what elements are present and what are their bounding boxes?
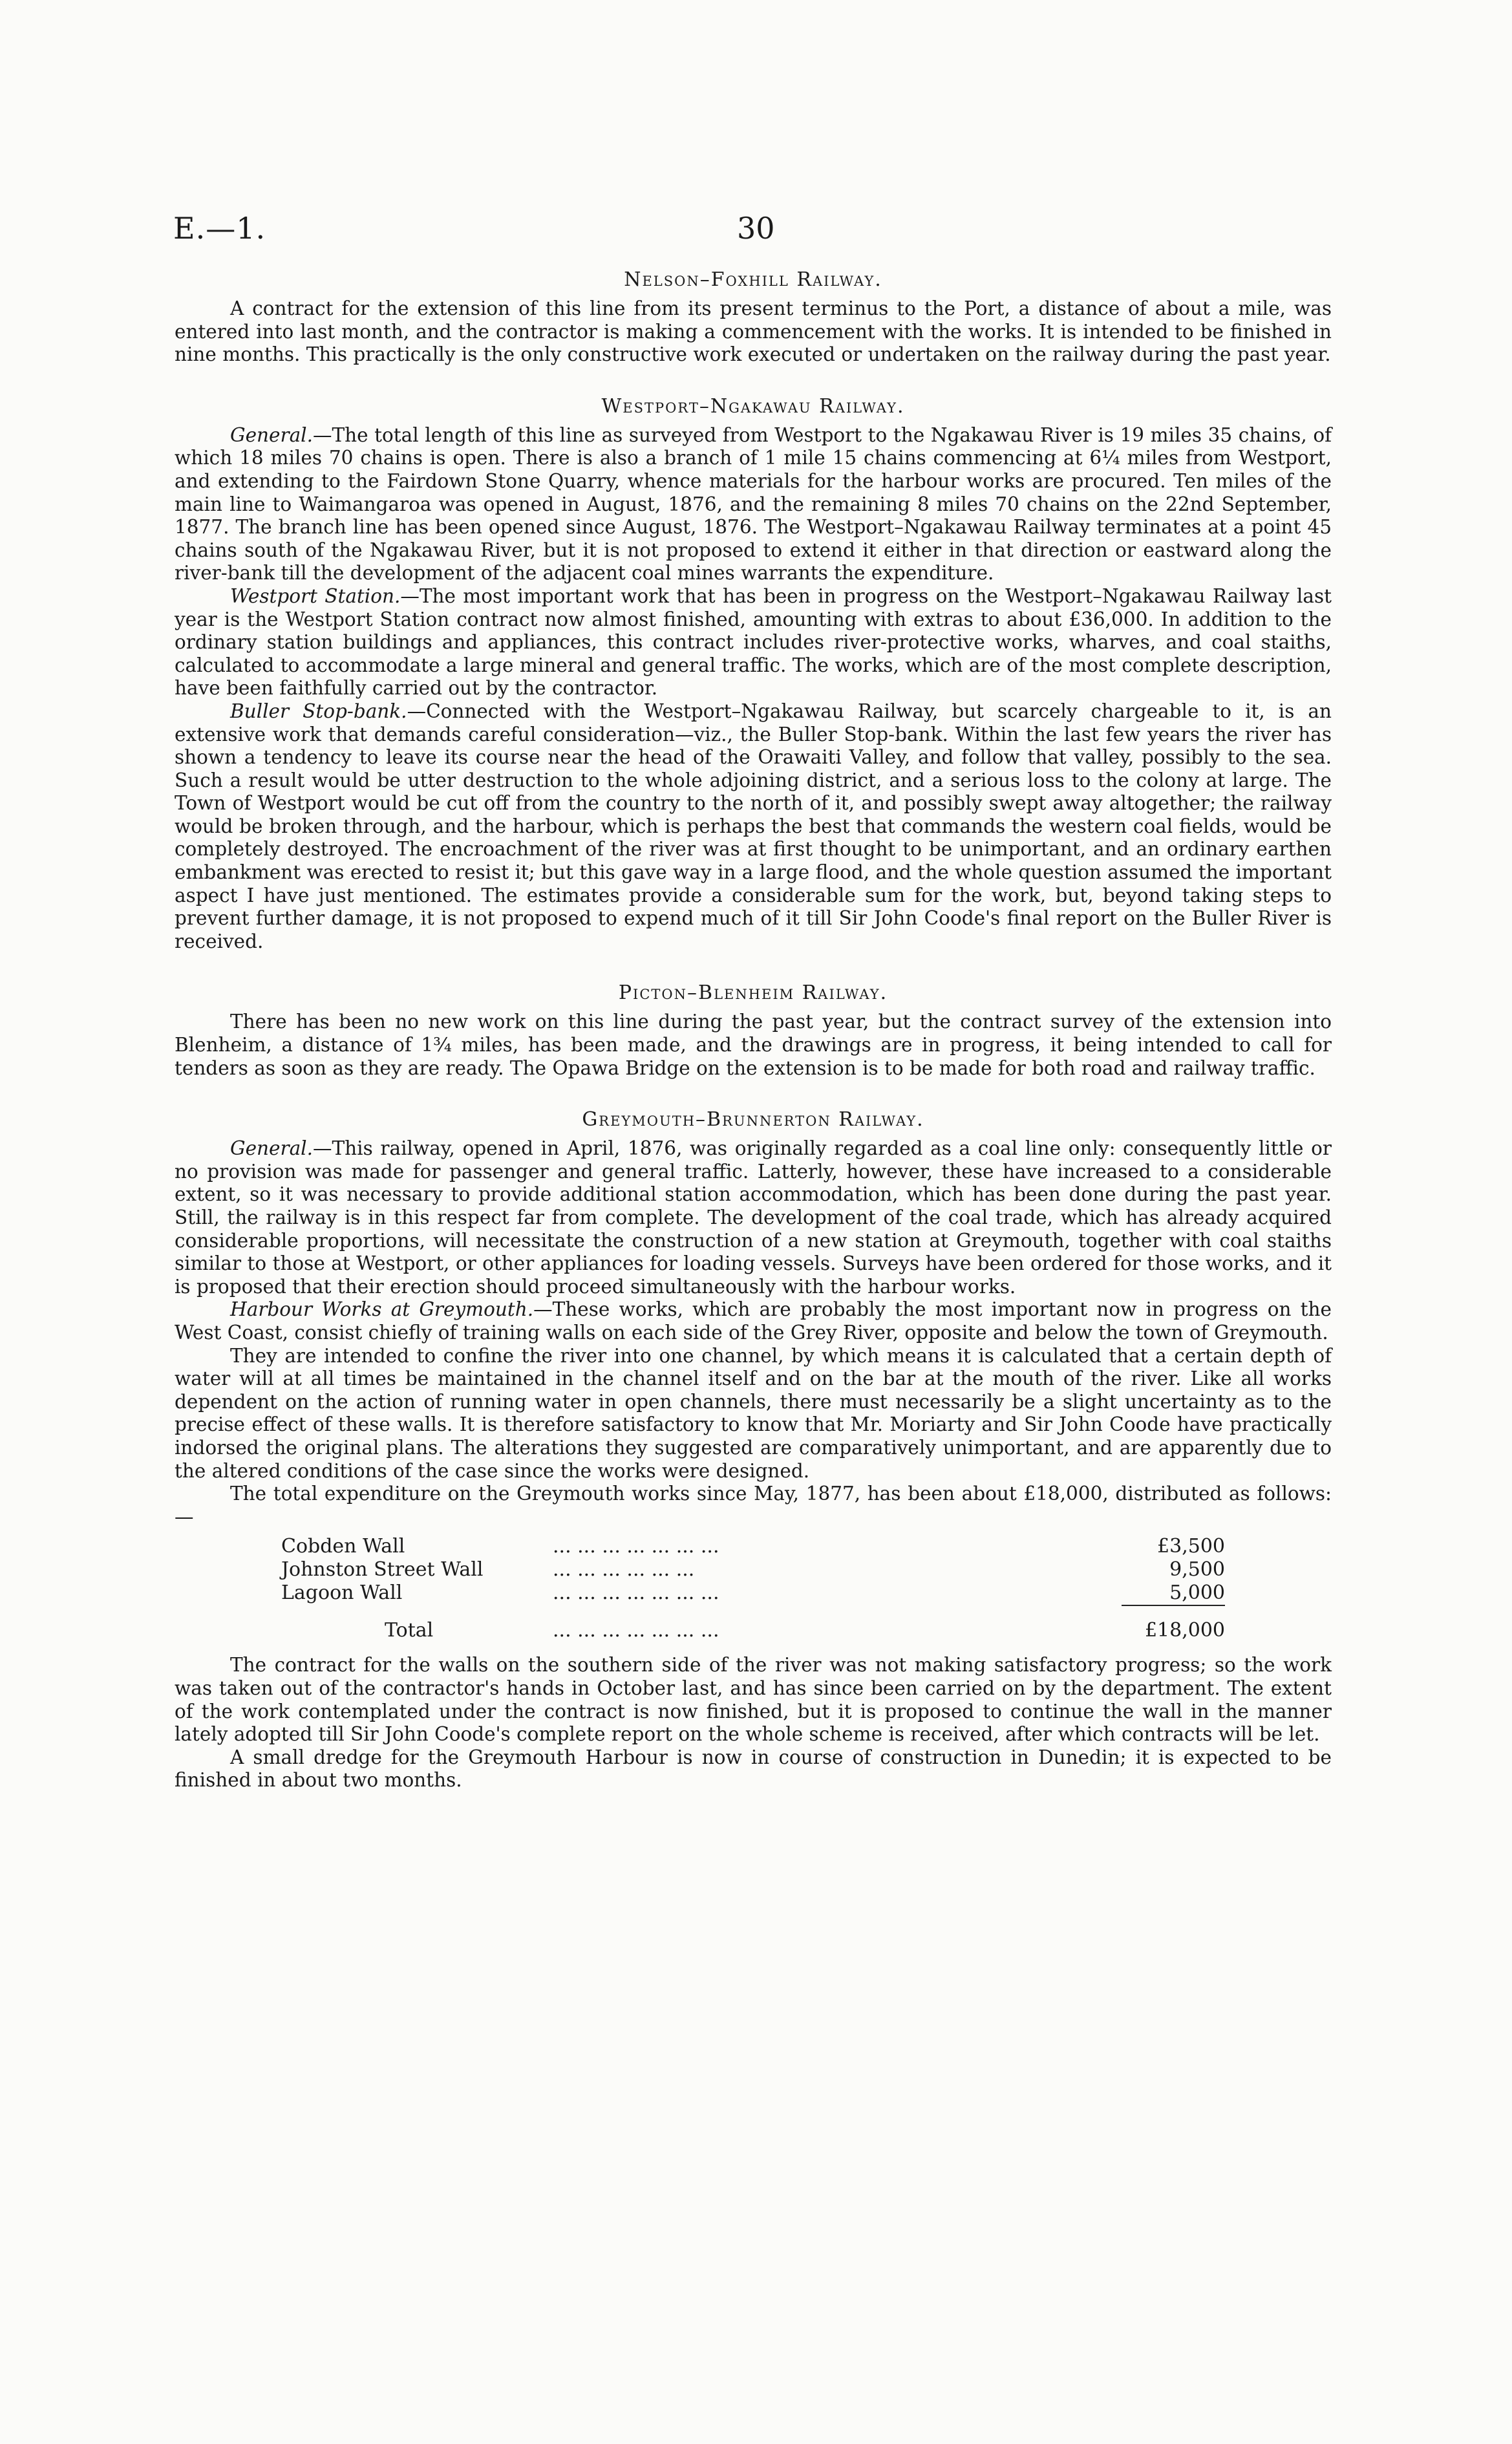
expenditure-table: [281, 1535, 1225, 1642]
row-amount: 9,500: [1169, 1558, 1225, 1581]
section-title-greymouth-brunnerton: Greymouth–Brunnerton Railway.: [582, 1108, 924, 1131]
row-label: Johnston Street Wall: [281, 1558, 484, 1581]
paragraph: The contract for the walls on the southern side of the river was not making satisfactory progress; so the work was taken out of the contractor's hands in October last, and has since been carried on by the department. The extent of the work contemplated under the contract is now finished, but it is proposed to continue the wall in the manner lately adopted till Sir John Coode's complete report on the whole scheme is received, after which contracts will be let.: [175, 1654, 1332, 1746]
leader-dots: ... ... ... ... ... ... ...: [553, 1581, 719, 1605]
total-label: Total: [385, 1619, 434, 1642]
paragraph: General.—The total length of this line as surveyed from Westport to the Ngakawau River is 19 miles 35 chains, of which 18 miles 70 chains is open. There is also a branch of 1 mile 15 chains commencing at 6¼ miles from Westport, and extending to the Fairdown Stone Quarry, whence materials for the harbour works are procured. Ten miles of the main line to Waimangaroa was opened in August, 1876, and the remaining 8 miles 70 chains on the 22nd September, 1877. The branch line has been opened since August, 1876. The Westport–Ngakawau Railway terminates at a point 45 chains south of the Ngakawau River, but it is not proposed to extend it either in that direction or eastward along the river-bank till the development of the adjacent coal mines warrants the expenditure.: [175, 423, 1332, 584]
section-title-picton-blenheim: Picton–Blenheim Railway.: [618, 981, 888, 1005]
row-label: Lagoon Wall: [281, 1581, 403, 1605]
paragraph: General.—This railway, opened in April, 1876, was originally regarded as a coal line only: consequently little or no provision was made for passenger and general traffic. Latterly, however, these have increased to a considerable extent, so it was necessary to provide additional station accommodation, which has been done during the past year. Still, the railway is in this respect far from complete. The development of the coal trade, which has already acquired considerable proportions, will necessitate the construction of a new station at Greymouth, together with coal staiths similar to those at Westport, or other appliances for loading vessels. Surveys have been ordered for those works, and it is proposed that their erection should proceed simultaneously with the harbour works.: [175, 1137, 1332, 1298]
section-title-nelson-foxhill: Nelson–Foxhill Railway.: [624, 268, 882, 291]
paragraph: They are intended to confine the river into one channel, by which means it is calculated that a certain depth of water will at all times be maintained in the channel itself and on the bar at the mouth of the river. Like all works dependent on the action of running water in open channels, there must necessarily be a slight uncertainty as to the precise effect of these walls. It is therefore satisfactory to know that Mr. Moriarty and Sir John Coode have practically indorsed the original plans. The alterations they suggested are comparatively unimportant, and are apparently due to the altered conditions of the case since the works were designed.: [175, 1344, 1332, 1482]
row-amount: 5,000: [1169, 1581, 1225, 1605]
leader-dots: ... ... ... ... ... ... ...: [553, 1535, 719, 1558]
leader-dots: ... ... ... ... ... ...: [553, 1558, 695, 1581]
page-number: 30: [737, 211, 775, 246]
paragraph: There has been no new work on this line during the past year, but the contract survey of the extension into Blenheim, a distance of 1¾ miles, has been made, and the drawings are in progress, it being intended to call for tenders as soon as they are ready. The Opawa Bridge on the extension is to be made for both road and railway traffic.: [175, 1011, 1332, 1079]
leader-dots: ... ... ... ... ... ... ...: [553, 1619, 719, 1642]
section-title-westport-ngakawau: Westport–Ngakawau Railway.: [601, 394, 905, 418]
paragraph: The total expenditure on the Greymouth works since May, 1877, has been about £18,000, distributed as follows:—: [175, 1483, 1332, 1528]
row-label: Cobden Wall: [281, 1535, 405, 1558]
row-amount: £3,500: [1157, 1535, 1225, 1558]
paragraph: Harbour Works at Greymouth.—These works, which are probably the most important now in progress on the West Coast, consist chiefly of training walls on each side of the Grey River, opposite and below the town of Greymouth.: [175, 1298, 1332, 1344]
table-row: [281, 1581, 1225, 1605]
paragraph: A small dredge for the Greymouth Harbour is now in course of construction in Dunedin; it is expected to be finished in about two months.: [175, 1746, 1332, 1792]
document-code: E.—1.: [173, 211, 266, 246]
body-column: [175, 268, 1332, 1792]
paragraph: A contract for the extension of this line from its present terminus to the Port, a distance of about a mile, was entered into last month, and the contractor is making a commencement with the works. It is intended to be finished in nine months. This practically is the only constructive work executed or undertaken on the railway during the past year.: [175, 297, 1332, 366]
table-row: [281, 1535, 1225, 1558]
table-row: [281, 1558, 1225, 1581]
paragraph: Westport Station.—The most important work that has been in progress on the Westport–Ngakawau Railway last year is the Westport Station contract now almost finished, amounting with extras to about £36,000. In addition to the ordinary station buildings and appliances, this contract includes river-protective works, wharves, and coal staiths, calculated to accommodate a large mineral and general traffic. The works, which are of the most complete description, have been faithfully carried out by the contractor.: [175, 584, 1332, 700]
paragraph: Buller Stop-bank.—Connected with the Westport–Ngakawau Railway, but scarcely chargeable to it, is an extensive work that demands careful consideration—viz., the Buller Stop-bank. Within the last few years the river has shown a tendency to leave its course near the head of the Orawaiti Valley, and follow that valley, possibly to the sea. Such a result would be utter destruction to the whole adjoining district, and a serious loss to the colony at large. The Town of Westport would be cut off from the country to the north of it, and possibly swept away altogether; the railway would be broken through, and the harbour, which is perhaps the best that commands the western coal fields, would be completely destroyed. The encroachment of the river was at first thought to be unimportant, and an ordinary earthen embankment was erected to resist it; but this gave way in a large flood, and the whole question assumed the important aspect I have just mentioned. The estimates provide a considerable sum for the work, but, beyond taking steps to prevent further damage, it is not proposed to expend much of it till Sir John Coode's final report on the Buller River is received.: [175, 700, 1332, 952]
total-amount: £18,000: [1144, 1619, 1225, 1642]
table-total-row: [281, 1619, 1225, 1642]
